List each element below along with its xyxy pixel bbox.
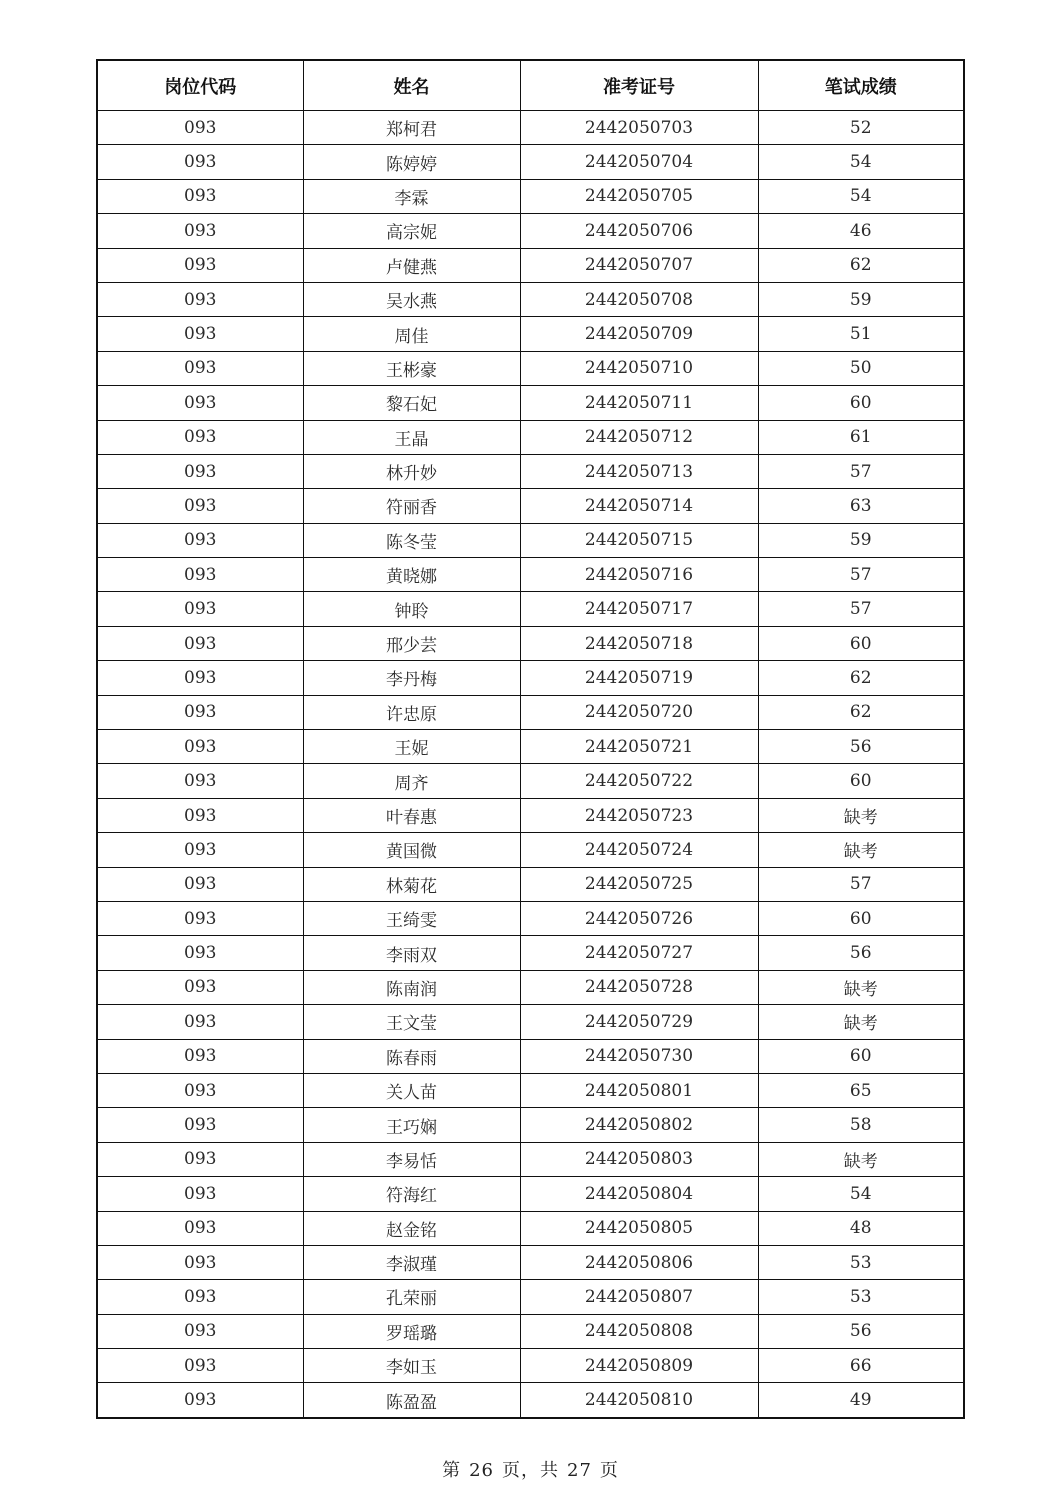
- cell-position-code: 093: [97, 248, 303, 282]
- cell-admission-number: 2442050719: [520, 661, 758, 695]
- cell-position-code: 093: [97, 111, 303, 145]
- cell-name: 林菊花: [303, 867, 520, 901]
- cell-admission-number: 2442050729: [520, 1005, 758, 1039]
- table-row: [97, 282, 964, 316]
- table-row: [97, 1211, 964, 1245]
- cell-name: 王彬豪: [303, 351, 520, 385]
- cell-name: 李如玉: [303, 1349, 520, 1383]
- cell-name: 李丹梅: [303, 661, 520, 695]
- table-row: [97, 454, 964, 488]
- table-row: [97, 901, 964, 935]
- cell-admission-number: 2442050726: [520, 901, 758, 935]
- header-position-code: 岗位代码: [97, 60, 303, 111]
- cell-position-code: 093: [97, 1039, 303, 1073]
- table-row: [97, 1245, 964, 1279]
- page-footer: [0, 1456, 1061, 1482]
- cell-admission-number: 2442050716: [520, 558, 758, 592]
- cell-name: 周佳: [303, 317, 520, 351]
- table-row: [97, 1005, 964, 1039]
- cell-position-code: 093: [97, 179, 303, 213]
- cell-written-score: 54: [758, 179, 964, 213]
- cell-position-code: 093: [97, 1383, 303, 1418]
- cell-written-score: 缺考: [758, 1142, 964, 1176]
- cell-written-score: 51: [758, 317, 964, 351]
- cell-written-score: 57: [758, 454, 964, 488]
- cell-admission-number: 2442050805: [520, 1211, 758, 1245]
- footer-suffix: 页: [599, 1460, 619, 1481]
- table-row: [97, 1142, 964, 1176]
- cell-admission-number: 2442050724: [520, 833, 758, 867]
- table-row: [97, 661, 964, 695]
- cell-admission-number: 2442050725: [520, 867, 758, 901]
- footer-middle: 页，共: [502, 1460, 559, 1481]
- table-row: [97, 592, 964, 626]
- cell-admission-number: 2442050803: [520, 1142, 758, 1176]
- table-row: [97, 626, 964, 660]
- cell-written-score: 57: [758, 592, 964, 626]
- cell-admission-number: 2442050709: [520, 317, 758, 351]
- cell-name: 周齐: [303, 764, 520, 798]
- cell-position-code: 093: [97, 764, 303, 798]
- table-row: [97, 420, 964, 454]
- cell-admission-number: 2442050704: [520, 145, 758, 179]
- cell-name: 王绮雯: [303, 901, 520, 935]
- cell-position-code: 093: [97, 214, 303, 248]
- cell-written-score: 48: [758, 1211, 964, 1245]
- cell-written-score: 缺考: [758, 970, 964, 1004]
- cell-admission-number: 2442050804: [520, 1177, 758, 1211]
- footer-prefix: 第: [442, 1460, 462, 1481]
- cell-position-code: 093: [97, 1177, 303, 1211]
- cell-name: 黄国微: [303, 833, 520, 867]
- table-row: [97, 1349, 964, 1383]
- cell-written-score: 46: [758, 214, 964, 248]
- header-written-score: 笔试成绩: [758, 60, 964, 111]
- table-row: [97, 1383, 964, 1418]
- cell-name: 李淑瑾: [303, 1245, 520, 1279]
- cell-name: 黎石妃: [303, 386, 520, 420]
- cell-name: 叶春惠: [303, 798, 520, 832]
- cell-written-score: 53: [758, 1280, 964, 1314]
- cell-written-score: 60: [758, 764, 964, 798]
- cell-position-code: 093: [97, 1211, 303, 1245]
- cell-admission-number: 2442050705: [520, 179, 758, 213]
- table-header-row: [97, 60, 964, 111]
- cell-name: 黄晓娜: [303, 558, 520, 592]
- table-row: [97, 1177, 964, 1211]
- cell-written-score: 49: [758, 1383, 964, 1418]
- cell-admission-number: 2442050802: [520, 1108, 758, 1142]
- cell-position-code: 093: [97, 1005, 303, 1039]
- table-row: [97, 179, 964, 213]
- cell-written-score: 缺考: [758, 1005, 964, 1039]
- table-row: [97, 730, 964, 764]
- cell-position-code: 093: [97, 626, 303, 660]
- cell-name: 陈盈盈: [303, 1383, 520, 1418]
- header-admission-number: 准考证号: [520, 60, 758, 111]
- cell-admission-number: 2442050808: [520, 1314, 758, 1348]
- table-row: [97, 970, 964, 1004]
- cell-name: 王巧娴: [303, 1108, 520, 1142]
- cell-position-code: 093: [97, 936, 303, 970]
- cell-admission-number: 2442050718: [520, 626, 758, 660]
- cell-admission-number: 2442050810: [520, 1383, 758, 1418]
- table-row: [97, 248, 964, 282]
- cell-position-code: 093: [97, 901, 303, 935]
- cell-written-score: 57: [758, 867, 964, 901]
- cell-written-score: 60: [758, 1039, 964, 1073]
- cell-written-score: 52: [758, 111, 964, 145]
- cell-position-code: 093: [97, 558, 303, 592]
- cell-admission-number: 2442050809: [520, 1349, 758, 1383]
- table-row: [97, 867, 964, 901]
- cell-name: 孔荣丽: [303, 1280, 520, 1314]
- cell-written-score: 60: [758, 901, 964, 935]
- cell-name: 赵金铭: [303, 1211, 520, 1245]
- cell-written-score: 62: [758, 661, 964, 695]
- cell-name: 郑柯君: [303, 111, 520, 145]
- cell-admission-number: 2442050723: [520, 798, 758, 832]
- cell-admission-number: 2442050720: [520, 695, 758, 729]
- cell-admission-number: 2442050710: [520, 351, 758, 385]
- cell-admission-number: 2442050706: [520, 214, 758, 248]
- score-table-container: [96, 59, 963, 1419]
- cell-position-code: 093: [97, 833, 303, 867]
- table-row: [97, 1073, 964, 1107]
- table-row: [97, 489, 964, 523]
- cell-name: 陈婷婷: [303, 145, 520, 179]
- cell-admission-number: 2442050801: [520, 1073, 758, 1107]
- cell-admission-number: 2442050807: [520, 1280, 758, 1314]
- cell-written-score: 62: [758, 248, 964, 282]
- cell-name: 陈春雨: [303, 1039, 520, 1073]
- cell-name: 李易恬: [303, 1142, 520, 1176]
- cell-admission-number: 2442050722: [520, 764, 758, 798]
- cell-written-score: 56: [758, 936, 964, 970]
- cell-position-code: 093: [97, 489, 303, 523]
- cell-written-score: 60: [758, 386, 964, 420]
- cell-position-code: 093: [97, 970, 303, 1004]
- cell-written-score: 59: [758, 282, 964, 316]
- table-row: [97, 764, 964, 798]
- table-row: [97, 1314, 964, 1348]
- cell-name: 关人苗: [303, 1073, 520, 1107]
- table-row: [97, 936, 964, 970]
- cell-admission-number: 2442050717: [520, 592, 758, 626]
- footer-total-pages: 27: [567, 1460, 592, 1481]
- cell-written-score: 缺考: [758, 798, 964, 832]
- cell-position-code: 093: [97, 695, 303, 729]
- cell-written-score: 58: [758, 1108, 964, 1142]
- cell-position-code: 093: [97, 386, 303, 420]
- table-row: [97, 145, 964, 179]
- cell-position-code: 093: [97, 1073, 303, 1107]
- header-name: 姓名: [303, 60, 520, 111]
- cell-admission-number: 2442050728: [520, 970, 758, 1004]
- table-row: [97, 523, 964, 557]
- cell-position-code: 093: [97, 1108, 303, 1142]
- table-row: [97, 558, 964, 592]
- cell-position-code: 093: [97, 1280, 303, 1314]
- cell-name: 卢健燕: [303, 248, 520, 282]
- cell-written-score: 59: [758, 523, 964, 557]
- table-row: [97, 695, 964, 729]
- cell-written-score: 63: [758, 489, 964, 523]
- cell-position-code: 093: [97, 1314, 303, 1348]
- cell-position-code: 093: [97, 420, 303, 454]
- cell-name: 钟聆: [303, 592, 520, 626]
- cell-name: 李霖: [303, 179, 520, 213]
- cell-admission-number: 2442050727: [520, 936, 758, 970]
- cell-written-score: 66: [758, 1349, 964, 1383]
- cell-name: 李雨双: [303, 936, 520, 970]
- cell-position-code: 093: [97, 1142, 303, 1176]
- cell-name: 高宗妮: [303, 214, 520, 248]
- cell-name: 陈南润: [303, 970, 520, 1004]
- cell-written-score: 62: [758, 695, 964, 729]
- cell-admission-number: 2442050730: [520, 1039, 758, 1073]
- cell-written-score: 缺考: [758, 833, 964, 867]
- cell-written-score: 57: [758, 558, 964, 592]
- cell-admission-number: 2442050703: [520, 111, 758, 145]
- cell-name: 罗瑶璐: [303, 1314, 520, 1348]
- cell-name: 王文莹: [303, 1005, 520, 1039]
- cell-position-code: 093: [97, 282, 303, 316]
- cell-written-score: 53: [758, 1245, 964, 1279]
- cell-admission-number: 2442050721: [520, 730, 758, 764]
- cell-name: 吴水燕: [303, 282, 520, 316]
- cell-name: 王晶: [303, 420, 520, 454]
- table-row: [97, 798, 964, 832]
- cell-position-code: 093: [97, 592, 303, 626]
- cell-admission-number: 2442050708: [520, 282, 758, 316]
- table-row: [97, 833, 964, 867]
- cell-admission-number: 2442050712: [520, 420, 758, 454]
- table-row: [97, 1108, 964, 1142]
- table-body: [97, 111, 964, 1418]
- cell-written-score: 54: [758, 145, 964, 179]
- score-table: [96, 59, 965, 1419]
- cell-written-score: 61: [758, 420, 964, 454]
- cell-position-code: 093: [97, 867, 303, 901]
- cell-position-code: 093: [97, 1349, 303, 1383]
- cell-position-code: 093: [97, 730, 303, 764]
- cell-written-score: 60: [758, 626, 964, 660]
- cell-admission-number: 2442050715: [520, 523, 758, 557]
- cell-position-code: 093: [97, 454, 303, 488]
- cell-position-code: 093: [97, 351, 303, 385]
- table-row: [97, 1280, 964, 1314]
- cell-admission-number: 2442050806: [520, 1245, 758, 1279]
- cell-name: 林升妙: [303, 454, 520, 488]
- cell-admission-number: 2442050713: [520, 454, 758, 488]
- table-row: [97, 1039, 964, 1073]
- cell-written-score: 54: [758, 1177, 964, 1211]
- cell-position-code: 093: [97, 317, 303, 351]
- cell-position-code: 093: [97, 523, 303, 557]
- cell-position-code: 093: [97, 798, 303, 832]
- cell-written-score: 56: [758, 1314, 964, 1348]
- table-row: [97, 214, 964, 248]
- cell-position-code: 093: [97, 145, 303, 179]
- cell-position-code: 093: [97, 1245, 303, 1279]
- table-row: [97, 111, 964, 145]
- cell-admission-number: 2442050714: [520, 489, 758, 523]
- table-row: [97, 386, 964, 420]
- cell-name: 许忠原: [303, 695, 520, 729]
- table-row: [97, 351, 964, 385]
- cell-name: 符海红: [303, 1177, 520, 1211]
- cell-written-score: 56: [758, 730, 964, 764]
- cell-name: 符丽香: [303, 489, 520, 523]
- cell-admission-number: 2442050707: [520, 248, 758, 282]
- cell-written-score: 50: [758, 351, 964, 385]
- footer-current-page: 26: [469, 1460, 494, 1481]
- cell-position-code: 093: [97, 661, 303, 695]
- cell-name: 邢少芸: [303, 626, 520, 660]
- cell-name: 陈冬莹: [303, 523, 520, 557]
- cell-name: 王妮: [303, 730, 520, 764]
- cell-written-score: 65: [758, 1073, 964, 1107]
- table-row: [97, 317, 964, 351]
- cell-admission-number: 2442050711: [520, 386, 758, 420]
